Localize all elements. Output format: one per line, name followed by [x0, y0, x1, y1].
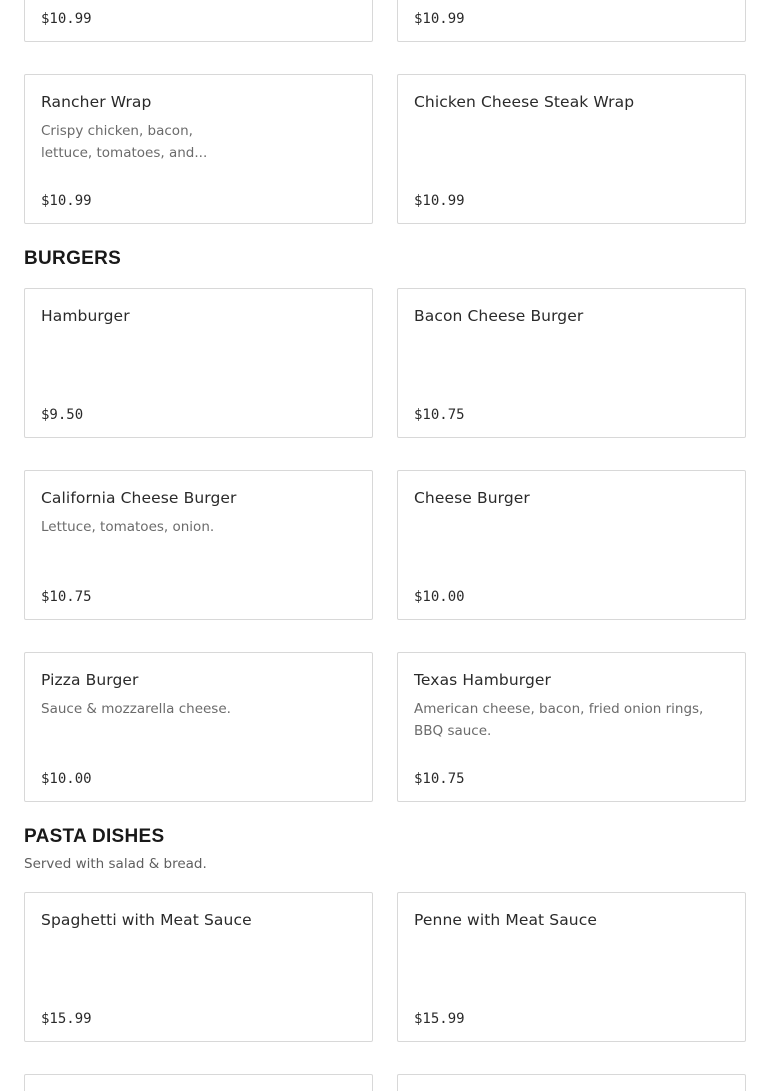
menu-item-card[interactable]	[397, 288, 746, 438]
item-price: $10.00	[41, 771, 92, 787]
menu-item-card[interactable]	[24, 288, 373, 438]
item-price: $9.50	[41, 407, 84, 423]
item-description: Crispy chicken, bacon, lettuce, tomatoes, and...	[41, 123, 208, 161]
item-description: Lettuce, tomatoes, onion.	[41, 519, 215, 535]
menu-item-card[interactable]	[24, 0, 373, 42]
item-price: $10.75	[414, 771, 465, 787]
menu-item-card[interactable]	[397, 74, 746, 224]
item-price: $10.99	[41, 11, 92, 27]
item-name: California Cheese Burger	[41, 489, 237, 507]
item-name: Rancher Wrap	[41, 93, 152, 111]
item-name: Bacon Cheese Burger	[414, 307, 584, 325]
menu-item-card[interactable]	[24, 470, 373, 620]
item-description: American cheese, bacon, fried onion rings, BBQ sauce.	[414, 701, 704, 739]
section-title-pasta: PASTA DISHES	[24, 826, 165, 847]
section-note: Served with salad & bread.	[24, 856, 207, 872]
item-price: $15.99	[41, 1011, 92, 1027]
menu-item-card[interactable]	[397, 470, 746, 620]
item-price: $10.99	[414, 11, 465, 27]
section-title-burgers: BURGERS	[24, 248, 122, 269]
menu-item-card[interactable]	[397, 652, 746, 802]
menu-item-card[interactable]	[24, 652, 373, 802]
item-name: Chicken Cheese Steak Wrap	[414, 93, 635, 111]
menu-item-card[interactable]	[24, 892, 373, 1042]
item-name: Cheese Burger	[414, 489, 530, 507]
menu-item-card[interactable]	[397, 892, 746, 1042]
item-price: $10.75	[414, 407, 465, 423]
item-name: Penne with Meat Sauce	[414, 911, 597, 929]
item-price: $15.99	[414, 1011, 465, 1027]
menu-item-card[interactable]	[397, 1074, 746, 1091]
item-price: $10.75	[41, 589, 92, 605]
item-price: $10.99	[414, 193, 465, 209]
item-name: Pizza Burger	[41, 671, 139, 689]
menu-item-card[interactable]	[24, 1074, 373, 1091]
item-name: Texas Hamburger	[414, 671, 552, 689]
menu-item-card[interactable]	[397, 0, 746, 42]
item-price: $10.00	[414, 589, 465, 605]
menu-item-card[interactable]	[24, 74, 373, 224]
item-name: Spaghetti with Meat Sauce	[41, 911, 252, 929]
item-description: Sauce & mozzarella cheese.	[41, 701, 231, 717]
item-price: $10.99	[41, 193, 92, 209]
item-name: Hamburger	[41, 307, 130, 325]
